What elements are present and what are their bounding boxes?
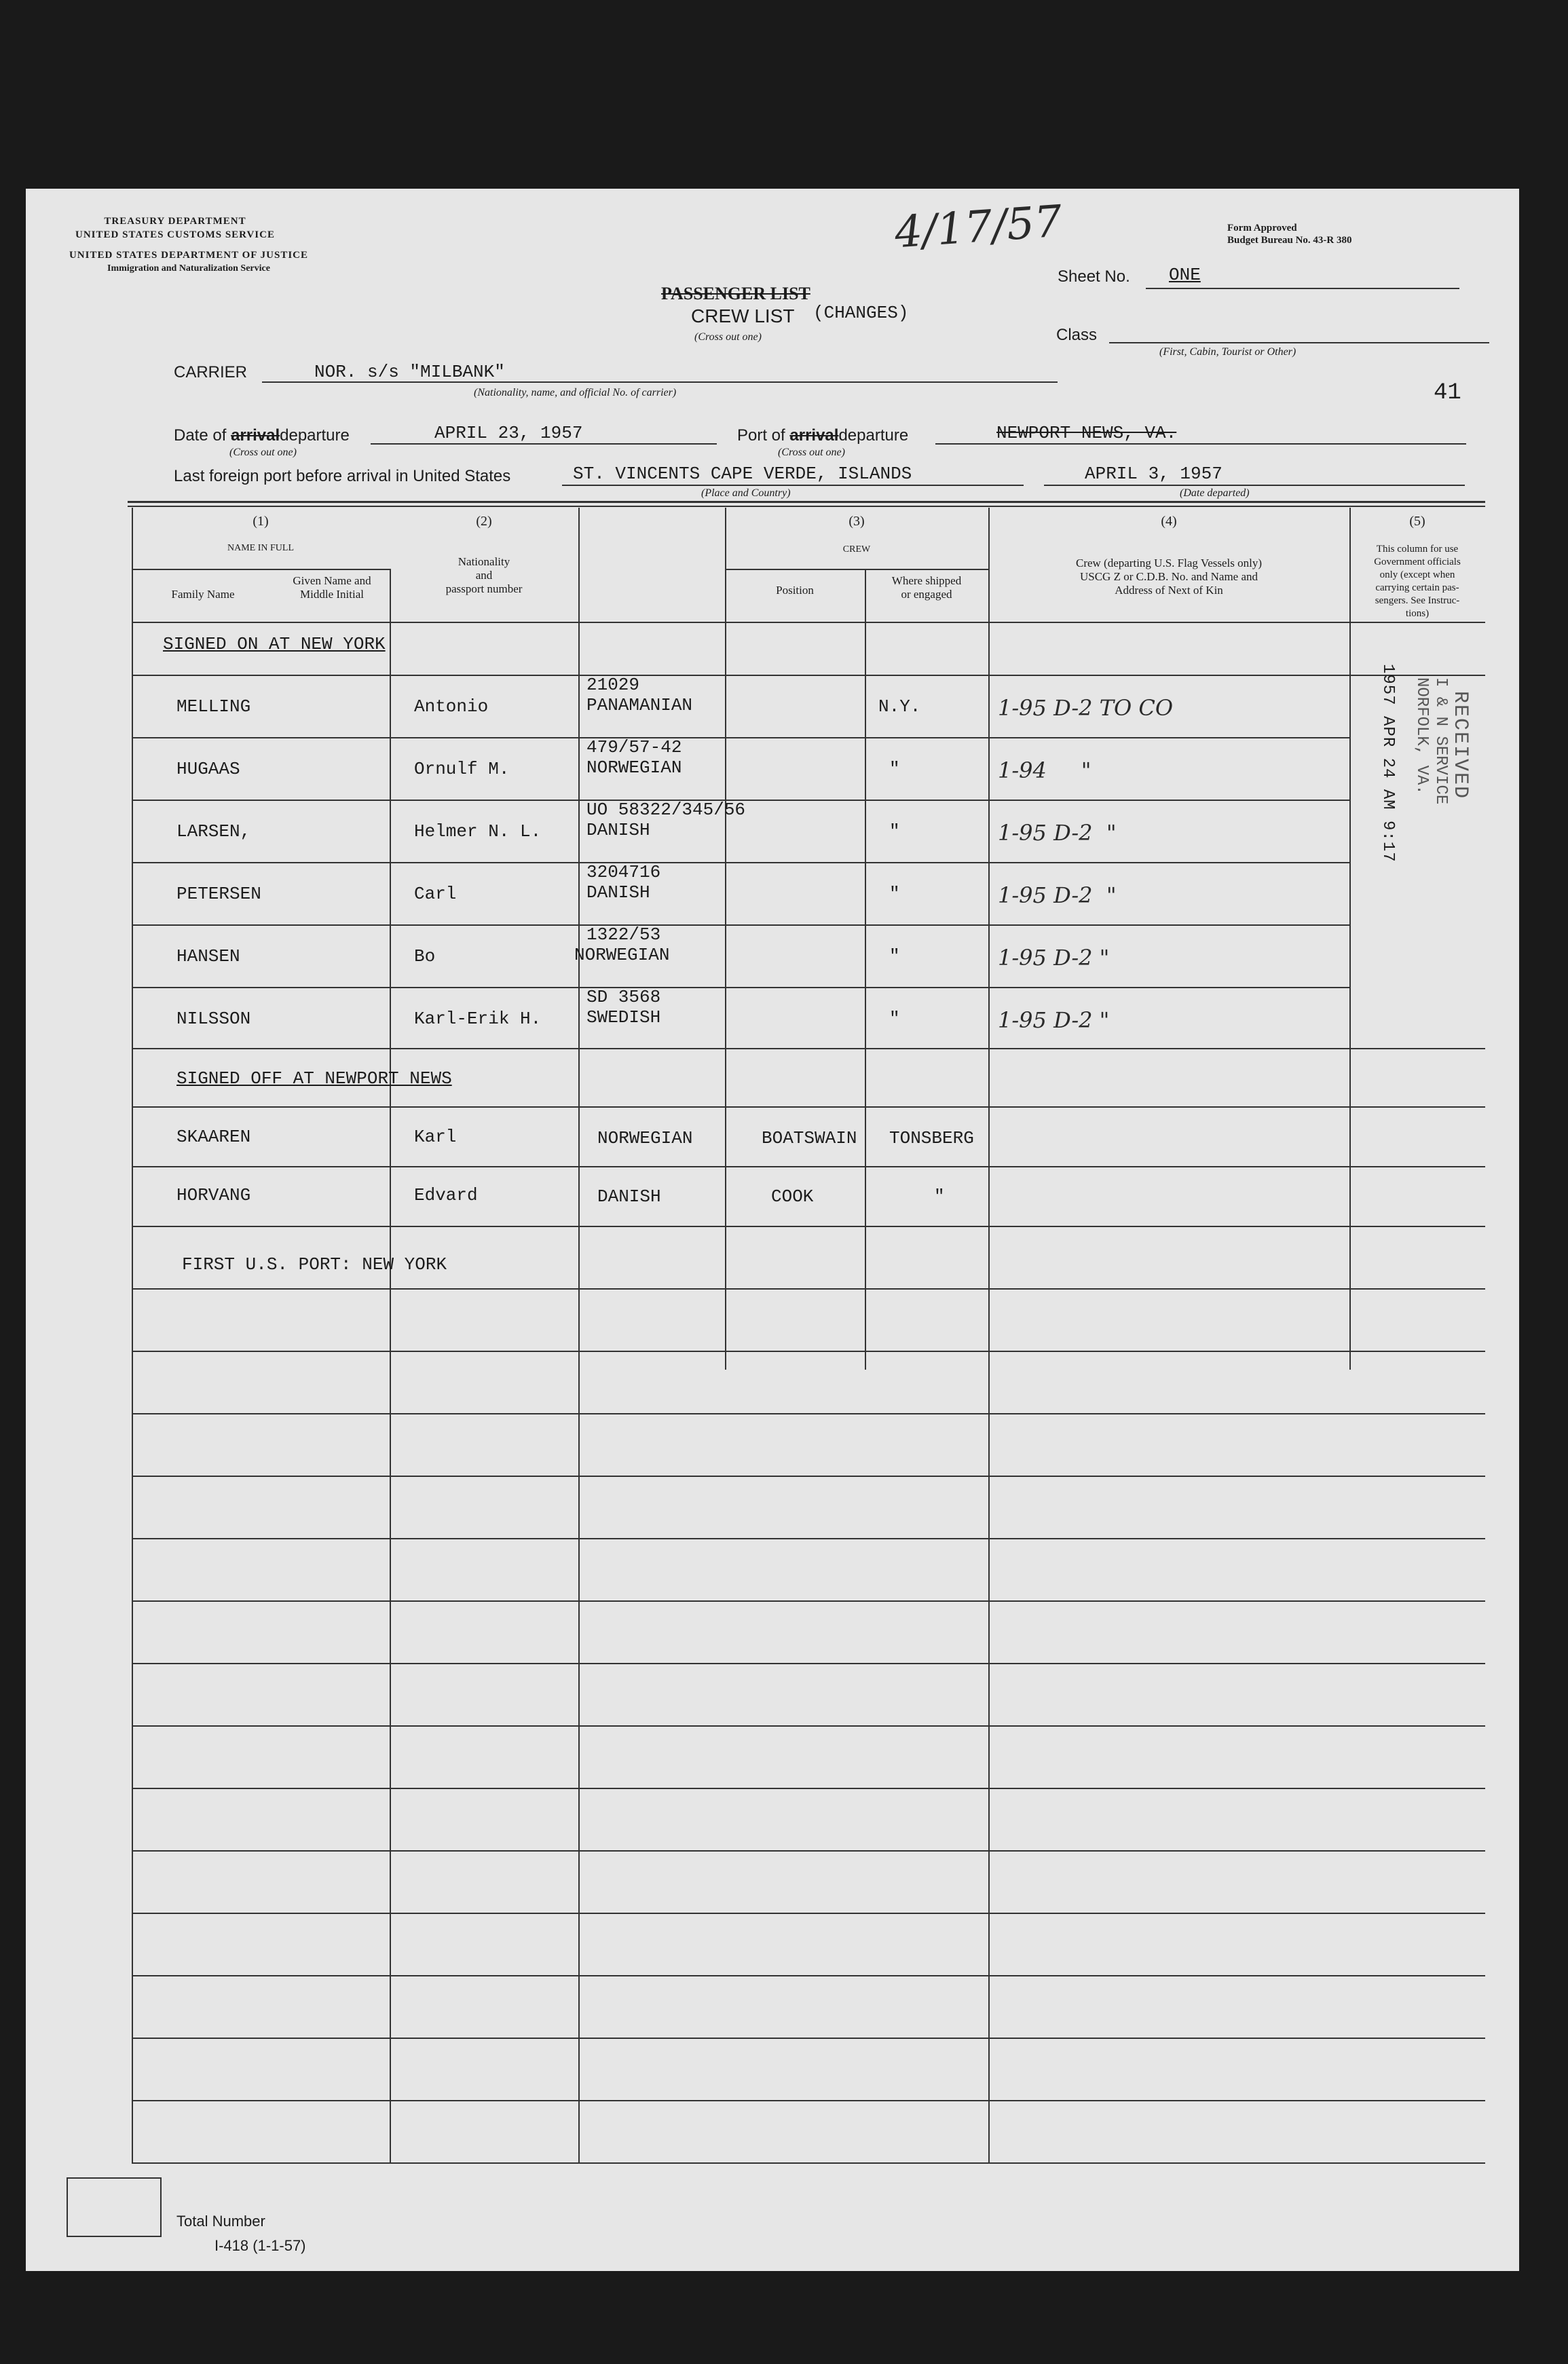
passport: 3204716	[586, 862, 661, 882]
shipped: "	[889, 759, 900, 779]
position: BOATSWAIN	[762, 1128, 857, 1148]
col-line-official	[1349, 508, 1351, 1370]
first-port-note: FIRST U.S. PORT: NEW YORK	[182, 1254, 447, 1275]
row-rule	[132, 675, 1485, 676]
shipped: "	[889, 884, 900, 904]
class-underline	[1109, 342, 1489, 343]
passport: 21029	[586, 675, 640, 695]
passport: 1322/53	[586, 924, 661, 945]
col3-number: (3)	[848, 514, 865, 529]
col5-header-3: only (except when	[1379, 569, 1455, 580]
date-value: APRIL 23, 1957	[434, 423, 583, 443]
row-rule	[132, 1288, 1485, 1290]
col2-header-2: and	[475, 569, 493, 582]
nationality: NORWEGIAN	[574, 945, 670, 965]
col4-header-1: Crew (departing U.S. Flag Vessels only)	[1075, 557, 1263, 569]
row-rule	[132, 1413, 1485, 1414]
struck-title: PASSENGER LIST	[661, 284, 810, 303]
carrier-hint: (Nationality, name, and official No. of carrier)	[474, 387, 677, 398]
col1a-header: Family Name	[171, 588, 235, 601]
given-name: Carl	[414, 884, 457, 904]
header-bottom-rule	[132, 622, 1485, 623]
date-cross-out: (Cross out one)	[229, 447, 297, 458]
shipped: "	[889, 946, 900, 967]
stamp-service: I & N SERVICE	[1432, 677, 1450, 805]
kin: 1-95 D-2 TO CO	[998, 695, 1174, 721]
col1-title: NAME IN FULL	[227, 543, 294, 553]
shipped: "	[889, 821, 900, 842]
form-approved: Form Approved	[1227, 223, 1297, 233]
port-underline	[935, 443, 1466, 445]
family-name: PETERSEN	[176, 884, 261, 904]
row-rule	[132, 1975, 1485, 1976]
nationality: SWEDISH	[586, 1007, 661, 1028]
row-rule	[132, 1663, 1485, 1664]
date-label-post: departure	[280, 426, 350, 445]
row-rule	[132, 1725, 1485, 1727]
row-rule	[132, 1850, 1485, 1852]
col1b-header-2: Middle Initial	[300, 588, 364, 601]
shipped: "	[934, 1186, 945, 1207]
family-name: HUGAAS	[176, 759, 240, 779]
family-name: MELLING	[176, 696, 251, 717]
row-rule	[132, 1788, 1485, 1789]
col5-header-2: Government officials	[1374, 557, 1461, 567]
family-name: NILSSON	[176, 1009, 251, 1029]
passport: SD 3568	[586, 987, 661, 1007]
date-label-struck: arrival	[231, 426, 280, 445]
row-rule	[132, 2038, 1485, 2039]
form-id: I-418 (1-1-57)	[214, 2237, 306, 2254]
sheet-label: Sheet No.	[1058, 267, 1130, 286]
col-line-nat	[578, 508, 580, 2164]
last-port-label: Last foreign port before arrival in United States	[174, 467, 511, 485]
sheet-underline	[1146, 288, 1459, 289]
c1-subrule	[132, 569, 390, 570]
passport: UO 58322/345/56	[586, 800, 746, 820]
last-port-hint: (Place and Country)	[701, 487, 791, 499]
date-departed-underline	[1044, 485, 1465, 486]
family-name: SKAAREN	[176, 1127, 251, 1147]
family-name: LARSEN,	[176, 821, 251, 842]
position: COOK	[771, 1186, 814, 1207]
last-port-underline	[562, 485, 1024, 486]
kin: 1-95 D-2 "	[998, 1007, 1110, 1033]
shipped: TONSBERG	[889, 1128, 974, 1148]
col-line-pos	[725, 508, 726, 1370]
family-name: HANSEN	[176, 946, 240, 967]
row-rule	[132, 2100, 1485, 2101]
col3b-header-2: or engaged	[901, 588, 952, 601]
kin: 1-94 "	[998, 757, 1091, 783]
signed-on-heading: SIGNED ON AT NEW YORK	[163, 634, 386, 654]
col-line-left	[132, 508, 133, 2164]
dept-justice: UNITED STATES DEPARTMENT OF JUSTICE	[69, 250, 309, 261]
nationality: DANISH	[586, 820, 650, 840]
col1b-header-1: Given Name and	[293, 574, 371, 587]
row-rule	[132, 1600, 1485, 1602]
family-name: HORVANG	[176, 1185, 251, 1205]
given-name: Antonio	[414, 696, 489, 717]
col5-number: (5)	[1409, 514, 1425, 529]
port-label-pre: Port of	[737, 426, 785, 445]
stamp-received: RECEIVED	[1449, 691, 1472, 800]
stamp-office: NORFOLK, VA.	[1413, 677, 1431, 795]
row-rule	[132, 737, 1349, 738]
class-label: Class	[1056, 326, 1098, 344]
stamp-date: 1957 APR 24 AM 9:17	[1379, 664, 1397, 863]
budget-bureau: Budget Bureau No. 43-R 380	[1227, 235, 1352, 246]
col-line-shipped	[865, 569, 866, 1370]
col5-header-1: This column for use	[1376, 544, 1459, 555]
date-label	[174, 426, 350, 445]
date-underline	[371, 443, 717, 445]
row-rule	[132, 1048, 1485, 1049]
given-name: Helmer N. L.	[414, 821, 542, 842]
col1-number: (1)	[253, 514, 269, 529]
c3-subrule	[725, 569, 988, 570]
total-number-label: Total Number	[176, 2213, 265, 2230]
col4-number: (4)	[1161, 514, 1177, 529]
col3b-header-1: Where shipped	[891, 574, 962, 587]
col-line-given	[390, 569, 391, 2164]
row-rule	[132, 1476, 1485, 1477]
col-line-kin	[988, 508, 990, 2164]
port-label	[737, 426, 908, 445]
port-label-struck: arrival	[789, 426, 839, 445]
date-label-pre: Date of	[174, 426, 227, 445]
col5-header-6: tions)	[1405, 608, 1430, 619]
nationality: PANAMANIAN	[586, 695, 693, 715]
nationality: NORWEGIAN	[586, 757, 682, 778]
carrier-value: NOR. s/s "MILBANK"	[314, 362, 505, 382]
col2-header-3: passport number	[445, 582, 523, 595]
page-number: 41	[1434, 380, 1461, 406]
class-hint: (First, Cabin, Tourist or Other)	[1159, 346, 1296, 358]
row-rule	[132, 1538, 1485, 1539]
given-name: Karl-Erik H.	[414, 1009, 542, 1029]
row-rule	[132, 987, 1349, 988]
given-name: Karl	[414, 1127, 457, 1147]
col3-title: CREW	[842, 544, 871, 555]
sheet-value: ONE	[1169, 265, 1201, 285]
col2-number: (2)	[476, 514, 492, 529]
row-rule	[132, 1913, 1485, 1914]
port-cross-out: (Cross out one)	[778, 447, 845, 458]
given-name: Bo	[414, 946, 436, 967]
shipped: N.Y.	[878, 696, 921, 717]
crew-list-form	[26, 189, 1519, 2271]
given-name: Ornulf M.	[414, 759, 510, 779]
port-value: NEWPORT NEWS, VA.	[996, 423, 1177, 443]
col5-header-4: carrying certain pas-	[1375, 582, 1459, 593]
dept-ins: Immigration and Naturalization Service	[107, 263, 270, 274]
dept-customs: UNITED STATES CUSTOMS SERVICE	[75, 229, 275, 240]
passport: 479/57-42	[586, 737, 682, 757]
changes-note: (CHANGES)	[813, 303, 909, 323]
kin: 1-95 D-2 "	[998, 945, 1110, 971]
handwritten-date: 4/17/57	[893, 196, 1064, 259]
title-cross-out: (Cross out one)	[694, 331, 762, 343]
carrier-label: CARRIER	[174, 363, 248, 381]
row-rule	[132, 1351, 1485, 1352]
nationality: DANISH	[597, 1186, 661, 1207]
row-rule	[132, 924, 1349, 926]
date-departed-value: APRIL 3, 1957	[1085, 464, 1222, 484]
row-rule	[132, 862, 1349, 863]
date-departed-hint: (Date departed)	[1180, 487, 1250, 499]
table-top-rule	[128, 501, 1485, 503]
row-rule	[132, 1226, 1485, 1227]
shipped: "	[889, 1009, 900, 1029]
dept-treasury: TREASURY DEPARTMENT	[104, 216, 246, 227]
kin: 1-95 D-2 "	[998, 882, 1117, 908]
col2-header-1: Nationality	[458, 555, 510, 568]
kin: 1-95 D-2 "	[998, 820, 1117, 846]
col3a-header: Position	[776, 584, 814, 597]
row-rule	[132, 1106, 1485, 1108]
nationality: DANISH	[586, 882, 650, 903]
given-name: Edvard	[414, 1185, 478, 1205]
table-bottom-rule	[132, 2162, 1485, 2164]
total-number-box	[67, 2177, 162, 2237]
form-title: CREW LIST	[691, 305, 795, 326]
table-top-rule-2	[128, 506, 1485, 507]
col4-header-3: Address of Next of Kin	[1115, 584, 1223, 597]
last-port-value: ST. VINCENTS CAPE VERDE, ISLANDS	[573, 464, 912, 484]
col5-header-5: sengers. See Instruc-	[1375, 595, 1460, 606]
port-label-post: departure	[838, 426, 909, 445]
signed-off-heading: SIGNED OFF AT NEWPORT NEWS	[176, 1068, 452, 1089]
nationality: NORWEGIAN	[597, 1128, 693, 1148]
row-rule	[132, 1166, 1485, 1167]
col4-header-2: USCG Z or C.D.B. No. and Name and	[1079, 570, 1258, 583]
